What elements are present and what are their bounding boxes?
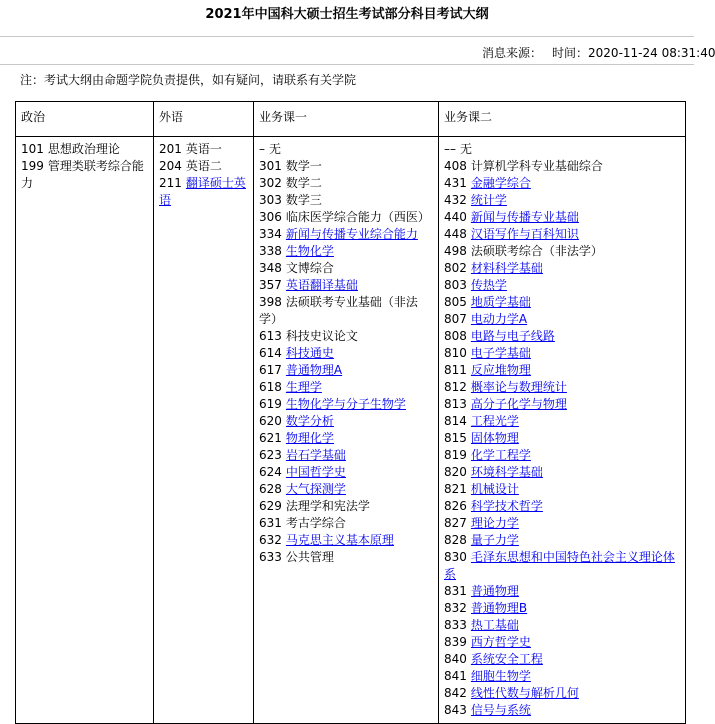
subject-code: 621 bbox=[259, 431, 282, 445]
subject-name: 计算机学科专业基础综合 bbox=[470, 159, 603, 173]
subject-code: 617 bbox=[259, 363, 282, 377]
header-course-one: 业务课一 bbox=[254, 102, 439, 137]
header-course-two: 业务课二 bbox=[439, 102, 686, 137]
subject-code: 805 bbox=[444, 295, 467, 309]
subject-code: 808 bbox=[444, 329, 467, 343]
subject-link[interactable]: 科学技术哲学 bbox=[470, 499, 543, 513]
subject-link[interactable]: 新闻与传播专业综合能力 bbox=[285, 227, 418, 241]
subject-link[interactable]: 量子力学 bbox=[470, 533, 519, 547]
list-item bbox=[444, 549, 680, 583]
subject-code: 833 bbox=[444, 618, 467, 632]
course-one-cell bbox=[254, 137, 439, 724]
list-item bbox=[444, 430, 680, 447]
subject-code: 338 bbox=[259, 244, 282, 258]
list-item bbox=[259, 328, 433, 345]
list-item bbox=[444, 702, 680, 719]
subject-name: 法理学和宪法学 bbox=[285, 499, 370, 513]
subject-code: 440 bbox=[444, 210, 467, 224]
subject-name: 考古学综合 bbox=[285, 516, 346, 530]
subject-name: 思想政治理论 bbox=[47, 142, 120, 156]
politics-cell bbox=[16, 137, 154, 724]
subject-code: 820 bbox=[444, 465, 467, 479]
subject-code: 803 bbox=[444, 278, 467, 292]
list-item bbox=[21, 158, 148, 192]
subject-code: 631 bbox=[259, 516, 282, 530]
list-item bbox=[444, 413, 680, 430]
divider bbox=[0, 64, 694, 65]
subject-code: 101 bbox=[21, 142, 44, 156]
list-item bbox=[444, 328, 680, 345]
time-value: 2020-11-24 08:31:40 bbox=[588, 46, 715, 60]
subject-link[interactable]: 英语翻译基础 bbox=[285, 278, 358, 292]
list-item bbox=[259, 498, 433, 515]
subject-link[interactable]: 马克思主义基本原理 bbox=[285, 533, 394, 547]
subject-name: 数学二 bbox=[285, 176, 322, 190]
list-item bbox=[444, 481, 680, 498]
subject-name: 法硕联考专业基础（非法学） bbox=[259, 295, 418, 326]
list-item bbox=[444, 294, 680, 311]
subject-code: 498 bbox=[444, 244, 467, 258]
subject-code: 810 bbox=[444, 346, 467, 360]
subject-code: 629 bbox=[259, 499, 282, 513]
source-label: 消息来源： bbox=[482, 46, 543, 60]
subject-code: 201 bbox=[159, 142, 182, 156]
subject-name: 临床医学综合能力（西医） bbox=[285, 210, 430, 224]
subject-code: 632 bbox=[259, 533, 282, 547]
subject-link[interactable]: 金融学综合 bbox=[470, 176, 531, 190]
list-item bbox=[444, 260, 680, 277]
list-item bbox=[259, 141, 433, 158]
list-item bbox=[259, 226, 433, 243]
subject-link[interactable]: 理论力学 bbox=[470, 516, 519, 530]
subject-name: 公共管理 bbox=[285, 550, 334, 564]
subject-link[interactable]: 数学分析 bbox=[285, 414, 334, 428]
subject-link[interactable]: 反应堆物理 bbox=[470, 363, 531, 377]
list-item bbox=[444, 158, 680, 175]
subject-code: 204 bbox=[159, 159, 182, 173]
list-item bbox=[259, 396, 433, 413]
subject-code: 830 bbox=[444, 550, 467, 564]
subject-code: 802 bbox=[444, 261, 467, 275]
subject-code: – bbox=[259, 142, 265, 156]
list-item bbox=[444, 277, 680, 294]
list-item bbox=[259, 243, 433, 260]
subject-link[interactable]: 高分子化学与物理 bbox=[470, 397, 567, 411]
list-item bbox=[444, 583, 680, 600]
subject-link[interactable]: 中国哲学史 bbox=[285, 465, 346, 479]
subject-link[interactable]: 机械设计 bbox=[470, 482, 519, 496]
list-item bbox=[21, 141, 148, 158]
list-item bbox=[159, 158, 248, 175]
list-item bbox=[259, 430, 433, 447]
subject-code: 211 bbox=[159, 176, 182, 190]
subject-code: 614 bbox=[259, 346, 282, 360]
subject-code: 408 bbox=[444, 159, 467, 173]
subject-link[interactable]: 生物化学 bbox=[285, 244, 334, 258]
list-item bbox=[259, 481, 433, 498]
subject-link[interactable]: 毛泽东思想和中国特色社会主义理论体系 bbox=[444, 550, 675, 581]
list-item bbox=[444, 362, 680, 379]
subject-code: 826 bbox=[444, 499, 467, 513]
subject-code: 821 bbox=[444, 482, 467, 496]
list-item bbox=[259, 158, 433, 175]
list-item bbox=[444, 651, 680, 668]
subject-code: 398 bbox=[259, 295, 282, 309]
subject-code: 827 bbox=[444, 516, 467, 530]
subject-code: 815 bbox=[444, 431, 467, 445]
table-row bbox=[16, 137, 686, 724]
list-item bbox=[444, 685, 680, 702]
list-item bbox=[444, 600, 680, 617]
subject-link[interactable]: 固体物理 bbox=[470, 431, 519, 445]
list-item bbox=[259, 447, 433, 464]
subject-code: 807 bbox=[444, 312, 467, 326]
subject-link[interactable]: 环境科学基础 bbox=[470, 465, 543, 479]
subject-link[interactable]: 工程光学 bbox=[470, 414, 519, 428]
list-item bbox=[259, 532, 433, 549]
list-item bbox=[444, 617, 680, 634]
list-item bbox=[259, 192, 433, 209]
subject-code: 613 bbox=[259, 329, 282, 343]
subject-code: 828 bbox=[444, 533, 467, 547]
exam-subjects-table bbox=[15, 101, 686, 724]
list-item bbox=[444, 464, 680, 481]
list-item bbox=[444, 192, 680, 209]
subject-link[interactable]: 翻译硕士英语 bbox=[159, 176, 246, 207]
subject-link[interactable]: 新闻与传播专业基础 bbox=[470, 210, 579, 224]
subject-code: 431 bbox=[444, 176, 467, 190]
subject-code: 618 bbox=[259, 380, 282, 394]
subject-code: 303 bbox=[259, 193, 282, 207]
list-item bbox=[259, 175, 433, 192]
list-item bbox=[444, 447, 680, 464]
header-foreign-language: 外语 bbox=[154, 102, 254, 137]
time-label: 时间： bbox=[552, 46, 589, 60]
subject-code: 839 bbox=[444, 635, 467, 649]
list-item bbox=[159, 141, 248, 158]
subject-code: 840 bbox=[444, 652, 467, 666]
list-item bbox=[444, 515, 680, 532]
subject-code: 812 bbox=[444, 380, 467, 394]
list-item bbox=[259, 362, 433, 379]
list-item bbox=[444, 532, 680, 549]
subject-name: 无 bbox=[269, 142, 282, 156]
subject-code: 306 bbox=[259, 210, 282, 224]
subject-link[interactable]: 普通物理A bbox=[285, 363, 343, 377]
subject-code: 843 bbox=[444, 703, 467, 717]
subject-code: 302 bbox=[259, 176, 282, 190]
subject-name: 数学一 bbox=[285, 159, 322, 173]
subject-code: 301 bbox=[259, 159, 282, 173]
subject-name: 法硕联考综合（非法学） bbox=[470, 244, 603, 258]
subject-link[interactable]: 普通物理B bbox=[470, 601, 528, 615]
list-item bbox=[444, 209, 680, 226]
subject-code: 628 bbox=[259, 482, 282, 496]
subject-code: 814 bbox=[444, 414, 467, 428]
subject-link[interactable]: 地质学基础 bbox=[470, 295, 531, 309]
subject-code: 831 bbox=[444, 584, 467, 598]
foreign-language-cell bbox=[154, 137, 254, 724]
list-item bbox=[259, 379, 433, 396]
list-item bbox=[444, 226, 680, 243]
subject-code: 432 bbox=[444, 193, 467, 207]
list-item bbox=[444, 243, 680, 260]
subject-code: 633 bbox=[259, 550, 282, 564]
subject-link[interactable]: 电子学基础 bbox=[470, 346, 531, 360]
subject-code: 448 bbox=[444, 227, 467, 241]
list-item bbox=[259, 464, 433, 481]
page-title: 2021年中国科大硕士招生考试部分科目考试大纲 bbox=[205, 7, 489, 22]
subject-link[interactable]: 概率论与数理统计 bbox=[470, 380, 567, 394]
subject-link[interactable]: 系统安全工程 bbox=[470, 652, 543, 666]
list-item bbox=[444, 498, 680, 515]
subject-link[interactable]: 信号与系统 bbox=[470, 703, 531, 717]
list-item bbox=[159, 175, 248, 209]
subject-link[interactable]: 汉语写作与百科知识 bbox=[470, 227, 579, 241]
subject-link[interactable]: 电动力学A bbox=[470, 312, 528, 326]
list-item bbox=[259, 294, 433, 328]
list-item bbox=[259, 413, 433, 430]
subject-name: 英语一 bbox=[185, 142, 222, 156]
subject-link[interactable]: 生物化学与分子生物学 bbox=[285, 397, 406, 411]
subject-link[interactable]: 普通物理 bbox=[470, 584, 519, 598]
subject-code: 348 bbox=[259, 261, 282, 275]
subject-link[interactable]: 岩石学基础 bbox=[285, 448, 346, 462]
subject-link[interactable]: 线性代数与解析几何 bbox=[470, 686, 579, 700]
divider bbox=[0, 36, 694, 37]
note-text: 注：考试大纲由命题学院负责提供，如有疑问，请联系有关学院 bbox=[20, 73, 357, 87]
subject-name: 科技史议论文 bbox=[285, 329, 358, 343]
subject-code: 811 bbox=[444, 363, 467, 377]
subject-code: 841 bbox=[444, 669, 467, 683]
list-item bbox=[259, 515, 433, 532]
list-item bbox=[444, 668, 680, 685]
subject-code: 624 bbox=[259, 465, 282, 479]
list-item bbox=[444, 379, 680, 396]
subject-code: 334 bbox=[259, 227, 282, 241]
subject-code: 813 bbox=[444, 397, 467, 411]
course-two-cell bbox=[439, 137, 686, 724]
subject-link[interactable]: 材料科学基础 bbox=[470, 261, 543, 275]
subject-link[interactable]: 化学工程学 bbox=[470, 448, 531, 462]
list-item bbox=[444, 175, 680, 192]
subject-name: 无 bbox=[460, 142, 473, 156]
subject-link[interactable]: 电路与电子线路 bbox=[470, 329, 555, 343]
subject-code: 199 bbox=[21, 159, 44, 173]
subject-link[interactable]: 传热学 bbox=[470, 278, 507, 292]
subject-name: 英语二 bbox=[185, 159, 222, 173]
list-item bbox=[259, 260, 433, 277]
subject-code: 619 bbox=[259, 397, 282, 411]
table-header-row bbox=[16, 102, 686, 137]
subject-code: 832 bbox=[444, 601, 467, 615]
subject-link[interactable]: 生理学 bbox=[285, 380, 322, 394]
subject-code: 819 bbox=[444, 448, 467, 462]
subject-code: 842 bbox=[444, 686, 467, 700]
list-item bbox=[259, 209, 433, 226]
subject-link[interactable]: 科技通史 bbox=[285, 346, 334, 360]
subject-link[interactable]: 大气探测学 bbox=[285, 482, 346, 496]
subject-code: 357 bbox=[259, 278, 282, 292]
subject-code: –– bbox=[444, 142, 456, 156]
subject-code: 620 bbox=[259, 414, 282, 428]
header-politics: 政治 bbox=[16, 102, 154, 137]
list-item bbox=[444, 396, 680, 413]
list-item bbox=[444, 345, 680, 362]
list-item bbox=[444, 141, 680, 158]
subject-link[interactable]: 细胞生物学 bbox=[470, 669, 531, 683]
subject-link[interactable]: 热工基础 bbox=[470, 618, 519, 632]
subject-code: 623 bbox=[259, 448, 282, 462]
meta-line bbox=[482, 46, 715, 60]
list-item bbox=[259, 277, 433, 294]
subject-name: 数学三 bbox=[285, 193, 322, 207]
subject-name: 文博综合 bbox=[285, 261, 334, 275]
list-item bbox=[259, 549, 433, 566]
list-item bbox=[444, 311, 680, 328]
list-item bbox=[444, 634, 680, 651]
subject-link[interactable]: 西方哲学史 bbox=[470, 635, 531, 649]
subject-name: 管理类联考综合能力 bbox=[21, 159, 144, 190]
subject-link[interactable]: 物理化学 bbox=[285, 431, 334, 445]
subject-link[interactable]: 统计学 bbox=[470, 193, 507, 207]
list-item bbox=[259, 345, 433, 362]
